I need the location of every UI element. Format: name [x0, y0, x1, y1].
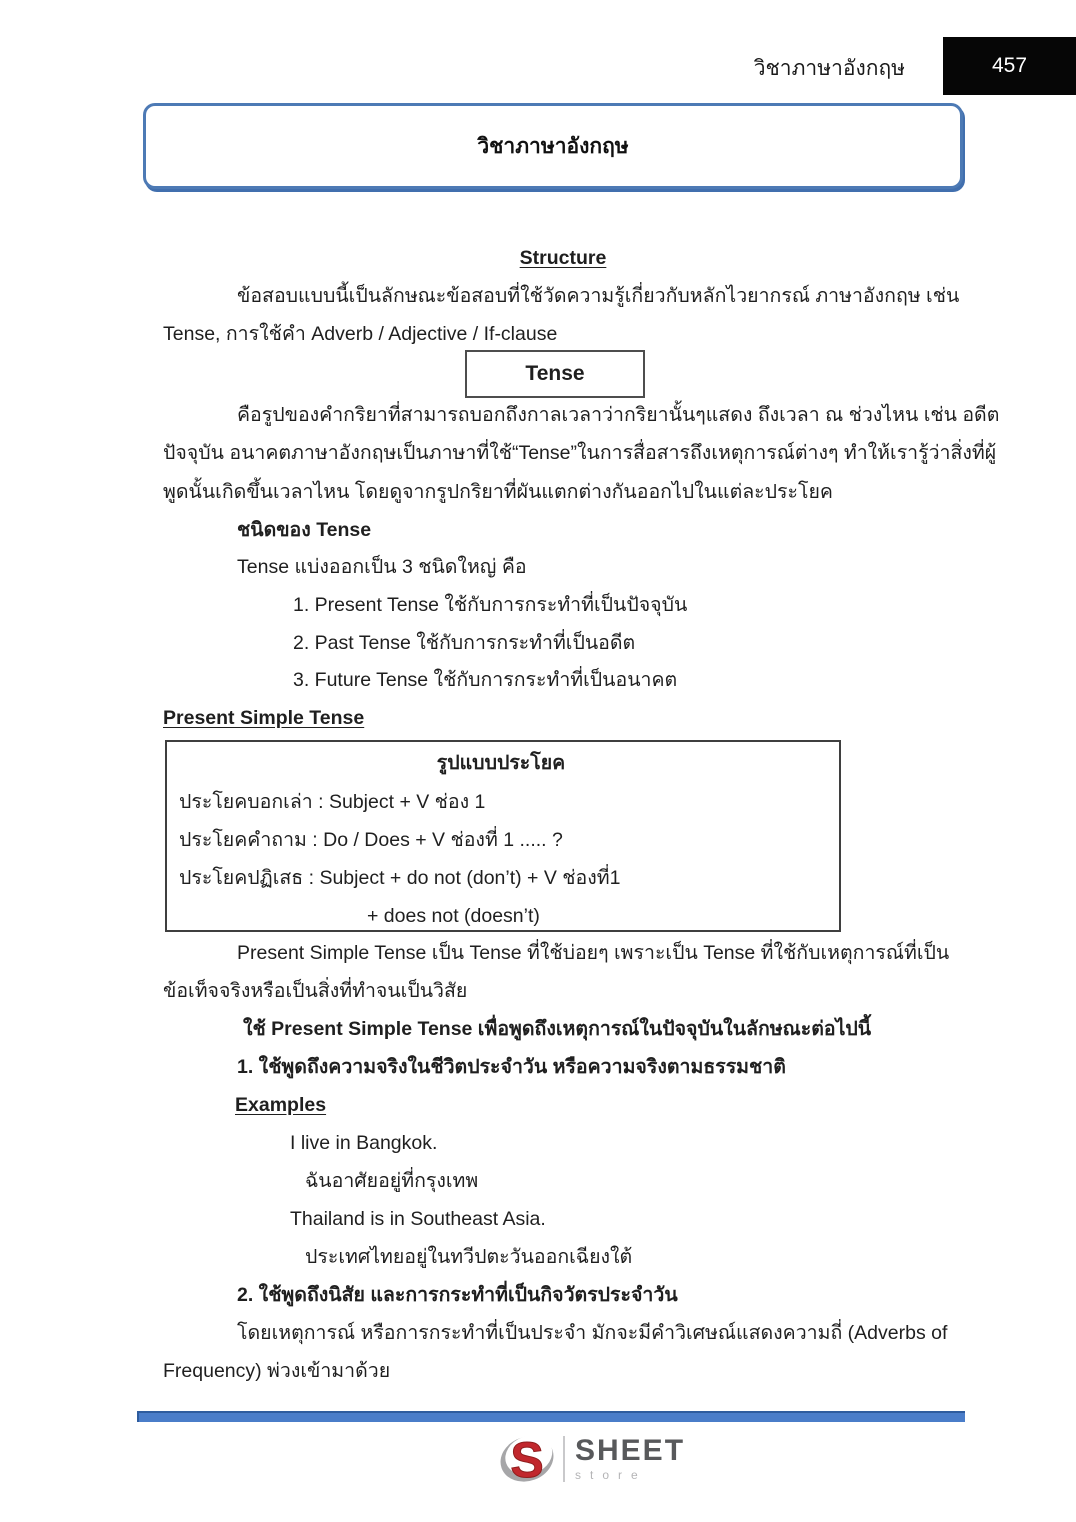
tense-desc-line3: พูดนั้นเกิดขึ้นเวลาไหน โดยดูจากรูปกริยาที่ผันแตกต่างกันออกไปในแต่ละประโยค: [163, 481, 833, 503]
usage2-line1: โดยเหตุการณ์ หรือการกระทำที่เป็นประจำ มักจะมีคำวิเศษณ์แสดงความถี่ (Adverbs of: [237, 1322, 948, 1344]
tense-title: Tense: [525, 362, 585, 385]
pattern-negative-line2: + does not (doesn’t): [367, 905, 540, 927]
pattern-negative-line1: ประโยคปฏิเสธ : Subject + do not (don’t) + V ช่องที่1: [179, 867, 621, 889]
page-title: วิชาภาษาอังกฤษ: [477, 134, 629, 158]
header-subject-label: วิชาภาษาอังกฤษ: [753, 57, 905, 80]
footer-logo: [497, 1427, 685, 1491]
example-sentence-th: ฉันอาศัยอยู่ที่กรุงเทพ: [305, 1170, 479, 1192]
tense-kind-item: 2. Past Tense ใช้กับการกระทำที่เป็นอดีต: [293, 632, 636, 654]
tense-desc-line2: ปัจจุบัน อนาคตภาษาอังกฤษเป็นภาษาที่ใช้“Tense”ในการสื่อสารถึงเหตุการณ์ต่างๆ ทำให้เรารู้ว่าสิ่งที่ผู้: [163, 442, 997, 464]
logo-text: [575, 1436, 685, 1482]
content-area: [163, 0, 1000, 1522]
example-sentence-th: ประเทศไทยอยู่ในทวีปตะวันออกเฉียงใต้: [305, 1246, 633, 1268]
structure-intro-line2: Tense, การใช้คำ Adverb / Adjective / If-clause: [163, 323, 558, 345]
tense-kinds-intro: Tense แบ่งออกเป็น 3 ชนิดใหญ่ คือ: [237, 556, 527, 578]
tense-kind-item: 1. Present Tense ใช้กับการกระทำที่เป็นปัจจุบัน: [293, 594, 688, 616]
usage2-heading: 2. ใช้พูดถึงนิสัย และการกระทำที่เป็นกิจวัตรประจำวัน: [237, 1284, 678, 1306]
footer-divider: [137, 1411, 965, 1422]
logo-brand-subtext: store: [575, 1468, 647, 1482]
tense-kind-item: 3. Future Tense ใช้กับการกระทำที่เป็นอนาคต: [293, 669, 678, 691]
present-simple-desc-line2: ข้อเท็จจริงหรือเป็นสิ่งที่ทำจนเป็นวิสัย: [163, 980, 468, 1002]
page-number: 457: [991, 54, 1028, 77]
usage-heading: ใช้ Present Simple Tense เพื่อพูดถึงเหตุการณ์ในปัจจุบันในลักษณะต่อไปนี้: [243, 1018, 872, 1040]
structure-heading: Structure: [519, 247, 607, 269]
tense-title-box: [465, 350, 645, 398]
logo-divider: [563, 1436, 565, 1482]
present-simple-heading: Present Simple Tense: [163, 707, 365, 729]
usage1-heading: 1. ใช้พูดถึงความจริงในชีวิตประจำวัน หรือความจริงตามธรรมชาติ: [237, 1056, 786, 1078]
pattern-question: ประโยคคำถาม : Do / Does + V ช่องที่ 1 ..... ?: [179, 829, 563, 851]
svg-text:S: S: [510, 1432, 544, 1488]
examples-heading: Examples: [235, 1094, 327, 1116]
pattern-affirmative: ประโยคบอกเล่า : Subject + V ช่อง 1: [179, 791, 486, 813]
example-sentence-en: I live in Bangkok.: [290, 1132, 438, 1154]
structure-intro-line1: ข้อสอบแบบนี้เป็นลักษณะข้อสอบที่ใช้วัดความรู้เกี่ยวกับหลักไวยากรณ์ ภาษาอังกฤษ เช่น: [237, 285, 960, 307]
tense-kinds-heading: ชนิดของ Tense: [237, 519, 372, 541]
present-simple-desc-line1: Present Simple Tense เป็น Tense ที่ใช้บ่อยๆ เพราะเป็น Tense ที่ใช้กับเหตุการณ์ที่เป็น: [237, 942, 950, 964]
logo-brand-text: SHEET: [575, 1434, 686, 1467]
sentence-pattern-box: [165, 740, 841, 932]
usage2-line2: Frequency) พ่วงเข้ามาด้วย: [163, 1360, 391, 1382]
sheet-store-logo-icon: [497, 1427, 557, 1491]
example-sentence-en: Thailand is in Southeast Asia.: [290, 1208, 546, 1230]
tense-desc-line1: คือรูปของคำกริยาที่สามารถบอกถึงกาลเวลาว่ากริยานั้นๆแสดง ถึงเวลา ณ ช่วงไหน เช่น อดีต: [237, 404, 1000, 426]
pattern-box-title: รูปแบบประโยค: [436, 752, 566, 774]
